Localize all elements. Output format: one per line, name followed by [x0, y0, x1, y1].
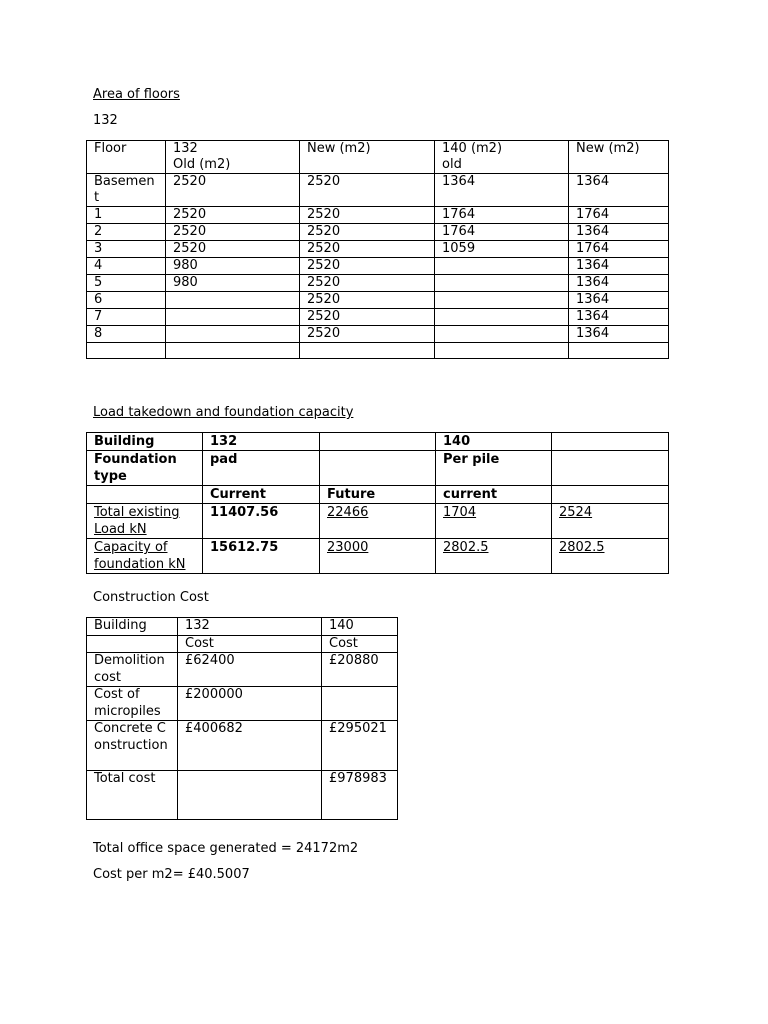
table-cell	[166, 343, 300, 359]
table-row	[87, 687, 398, 721]
table-cell: Cost	[322, 635, 398, 653]
table-cell: 1364	[569, 309, 669, 326]
table-row	[87, 258, 669, 275]
table-row	[87, 618, 398, 636]
subheading-132: 132	[93, 113, 118, 128]
table-row	[87, 326, 669, 343]
cost-per-m2: Cost per m2= £40.5007	[93, 867, 250, 882]
cost-table	[86, 617, 398, 820]
table-cell: 140	[436, 433, 552, 451]
table-cell: Future	[320, 486, 436, 504]
table-cell	[178, 771, 322, 820]
table-cell: 1764	[435, 224, 569, 241]
table-cell: Demolition cost	[87, 653, 178, 687]
table-cell: 1364	[569, 174, 669, 207]
table-header-row	[87, 141, 669, 174]
table-cell: 1	[87, 207, 166, 224]
table-cell: 1764	[569, 207, 669, 224]
table-row	[87, 504, 669, 539]
table-cell: 5	[87, 275, 166, 292]
table-row	[87, 241, 669, 258]
table-cell: pad	[203, 451, 320, 486]
table-cell: 4	[87, 258, 166, 275]
table-cell	[300, 343, 435, 359]
table-cell: 2802.5	[436, 539, 552, 574]
table-cell: 2520	[166, 241, 300, 258]
table-cell	[435, 343, 569, 359]
table-cell: £978983	[322, 771, 398, 820]
table-cell	[435, 275, 569, 292]
table-cell: Basement	[87, 174, 166, 207]
table-cell: Total cost	[87, 771, 178, 820]
table-row	[87, 224, 669, 241]
table-cell: 1764	[435, 207, 569, 224]
table-cell: current	[436, 486, 552, 504]
total-office-space: Total office space generated = 24172m2	[93, 841, 359, 856]
table-cell	[569, 343, 669, 359]
table-cell: 1704	[436, 504, 552, 539]
table-cell: 2520	[300, 258, 435, 275]
table-cell: 2524	[552, 504, 669, 539]
table-row	[87, 451, 669, 486]
table-cell	[552, 486, 669, 504]
table-cell: 2520	[300, 207, 435, 224]
table-row	[87, 653, 398, 687]
table-cell: 132	[203, 433, 320, 451]
table-row	[87, 275, 669, 292]
header-cell: 132 Old (m2)	[166, 141, 300, 174]
table-row	[87, 174, 669, 207]
heading-load-takedown: Load takedown and foundation capacity	[93, 405, 354, 420]
table-cell: Building	[87, 618, 178, 636]
table-cell: 140	[322, 618, 398, 636]
table-row	[87, 721, 398, 771]
load-table	[86, 432, 669, 574]
table-cell	[435, 292, 569, 309]
table-cell	[166, 309, 300, 326]
table-cell: 2	[87, 224, 166, 241]
table-row	[87, 309, 669, 326]
table-cell: 980	[166, 258, 300, 275]
table-cell: 7	[87, 309, 166, 326]
table-cell: 2802.5	[552, 539, 669, 574]
table-cell: £200000	[178, 687, 322, 721]
table-row	[87, 207, 669, 224]
table-cell	[322, 687, 398, 721]
table-cell: 1364	[435, 174, 569, 207]
table-cell: 2520	[300, 309, 435, 326]
table-cell	[320, 451, 436, 486]
table-cell: £400682	[178, 721, 322, 771]
heading-construction-cost: Construction Cost	[93, 590, 209, 605]
table-cell	[166, 326, 300, 343]
table-cell: 2520	[166, 207, 300, 224]
header-cell: 140 (m2) old	[435, 141, 569, 174]
table-cell: 2520	[300, 292, 435, 309]
table-cell	[552, 451, 669, 486]
header-cell: Floor	[87, 141, 166, 174]
table-cell	[166, 292, 300, 309]
header-cell: New (m2)	[569, 141, 669, 174]
table-cell: £295021	[322, 721, 398, 771]
table-cell: 2520	[300, 174, 435, 207]
table-cell	[435, 326, 569, 343]
table-row	[87, 771, 398, 820]
table-cell: Current	[203, 486, 320, 504]
table-cell: 2520	[300, 224, 435, 241]
table-cell: 1364	[569, 224, 669, 241]
table-cell	[87, 343, 166, 359]
table-cell: Cost	[178, 635, 322, 653]
table-cell: 22466	[320, 504, 436, 539]
table-cell: 3	[87, 241, 166, 258]
table-cell: Capacity of foundation kN	[87, 539, 203, 574]
table-row	[87, 343, 669, 359]
table-row	[87, 486, 669, 504]
table-cell: 1364	[569, 275, 669, 292]
table-cell: 2520	[300, 326, 435, 343]
floors-table	[86, 140, 669, 359]
table-cell	[87, 486, 203, 504]
table-cell: 11407.56	[203, 504, 320, 539]
table-cell: Total existing Load kN	[87, 504, 203, 539]
table-cell: 15612.75	[203, 539, 320, 574]
table-cell	[435, 258, 569, 275]
table-row	[87, 292, 669, 309]
table-cell: Concrete Construction	[87, 721, 178, 771]
table-cell: 1764	[569, 241, 669, 258]
table-cell: 980	[166, 275, 300, 292]
table-cell: 2520	[300, 275, 435, 292]
table-cell: 2520	[300, 241, 435, 258]
table-cell: Building	[87, 433, 203, 451]
table-cell: Cost of micropiles	[87, 687, 178, 721]
table-cell	[552, 433, 669, 451]
table-cell	[435, 309, 569, 326]
table-cell: £62400	[178, 653, 322, 687]
table-cell: Foundation type	[87, 451, 203, 486]
table-cell: 1364	[569, 292, 669, 309]
table-cell: 132	[178, 618, 322, 636]
heading-area-of-floors: Area of floors	[93, 87, 180, 102]
table-cell	[87, 635, 178, 653]
table-cell: £20880	[322, 653, 398, 687]
table-cell: 1364	[569, 326, 669, 343]
table-cell	[320, 433, 436, 451]
table-cell: 2520	[166, 224, 300, 241]
table-cell: 1364	[569, 258, 669, 275]
header-cell: New (m2)	[300, 141, 435, 174]
table-row	[87, 539, 669, 574]
table-cell: Per pile	[436, 451, 552, 486]
table-row	[87, 433, 669, 451]
table-cell: 23000	[320, 539, 436, 574]
table-cell: 2520	[166, 174, 300, 207]
table-row	[87, 635, 398, 653]
table-cell: 6	[87, 292, 166, 309]
table-cell: 1059	[435, 241, 569, 258]
table-cell: 8	[87, 326, 166, 343]
